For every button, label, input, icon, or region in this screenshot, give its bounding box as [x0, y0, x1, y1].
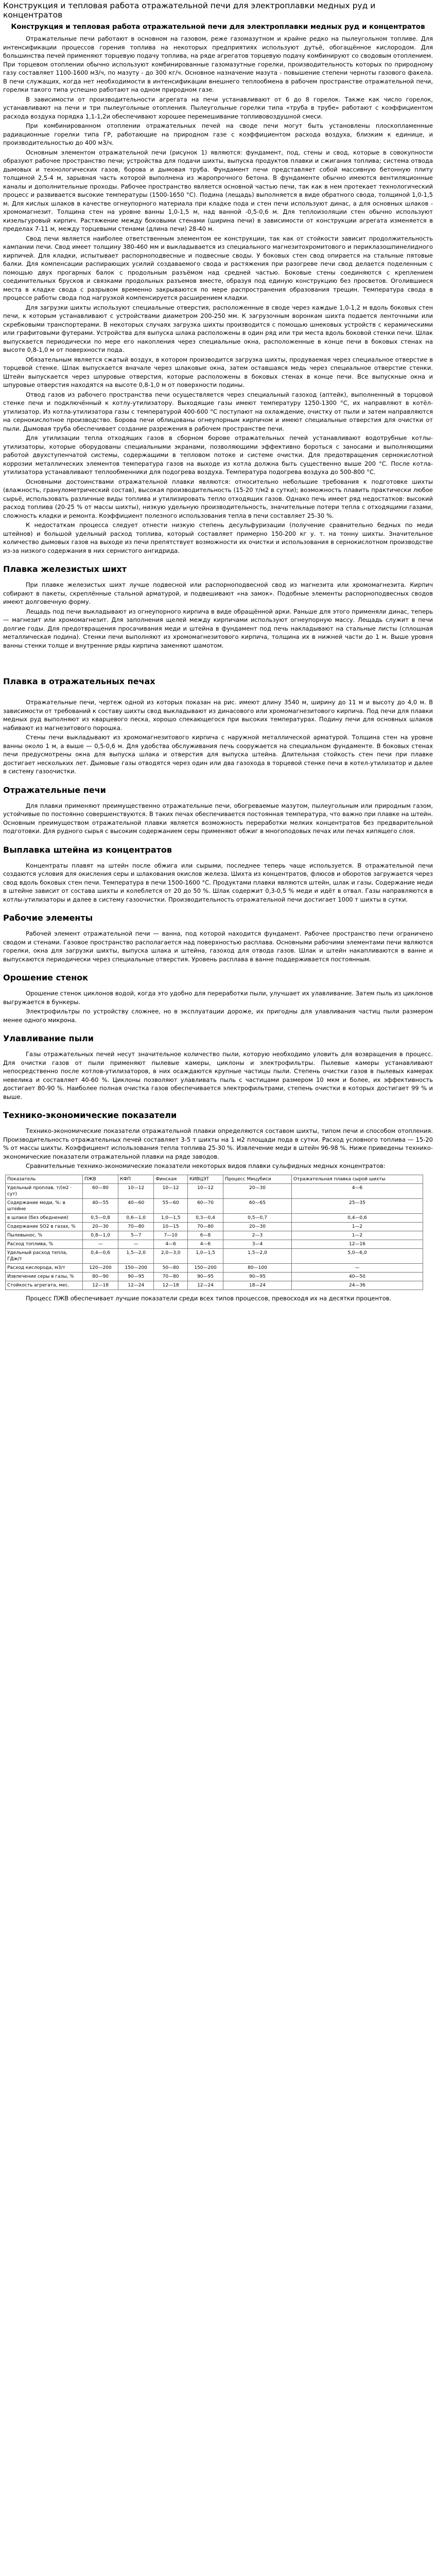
table-cell: 70—80	[187, 1222, 223, 1231]
section-body	[3, 861, 433, 904]
paragraph: Свод печи является наиболее ответственным элементом ее конструкции, так как от стойкости зависит продолжительность кампании печи. Свод имеет толщину 380-460 мм и выкладывается из специального магнезитохромитового и периклазошпинелидного кирпичей. Для кладки, испытывает распорноподвесные и подвесные своды. У боковых стен свод опирается на стальные пятовые балки. Для компенсации распирающих усилий создаваемого свода и растяжения при разогреве печи свод делается поделенным с помощью двух прогарных балок с продольным разъёмом над средней частью. Боковые стены соединяются с креплением соединительных брусков и связками продольных разъемов вместе, образуя под единую конструкцию без просветов. Оголившиеся места в кладке свода с разрывом временно закрываются по мере распространения образования трещин. Температура свода в процессе работы свода под нагрузкой компенсируется расширением кладки.	[3, 234, 433, 301]
table-cell: 90—95	[223, 1272, 292, 1281]
tep-comparison-table	[5, 1175, 423, 1290]
table-cell: 150—200	[187, 1263, 223, 1272]
table-cell: —	[291, 1263, 423, 1272]
table-row-label: в шлаке (без обеднения)	[6, 1213, 83, 1222]
table-cell: 150—200	[118, 1263, 154, 1272]
table-cell: 18—24	[223, 1281, 292, 1290]
table-row-label: Пылевынос, %	[6, 1231, 83, 1240]
section-body	[3, 1050, 433, 1101]
table-cell: 5—7	[118, 1231, 154, 1240]
table-header-cell: Процесс Мицубиси	[223, 1175, 292, 1183]
section-body	[3, 989, 433, 1024]
table-cell: 2—3	[223, 1231, 292, 1240]
paragraph: Концентраты плавят на штейн после обжига или сырыми, последнее теперь чаще используется. В отражательной печи создаются условия для окисления серы и шлакования окислов железа. Шихта из концентратов, флюсов и оборотов загружается через свод вдоль боковых стен печи. Температура в печи 1500-1600 °C. Продуктами плавки являются штейн, шлак и газы. Содержание меди в штейне зависит от состава шихты и колеблется от 20 до 50 %. Шлак содержит 0,3-0,5 % меди и идёт в отвал. Газы направляются в котлы-утилизаторы и далее в систему газоочистки. Производительность отражательной печи достигает 1000 т шихты в сутки.	[3, 861, 433, 903]
paragraph: Отражательные печи, чертеж одной из которых показан на рис. имеют длину 3540 м, ширину до 11 м и высоту до 4,0 м. В зависимости от требований к составу шихты свод выкладывают из динасового или хромомагнезитового кирпича. Под печи для плавки медных руд выполняют из кварцевого песка, хорошо спекающегося при высоких температурах. Подину печи для основных шлаков набивают из магнезитового порошка.	[3, 699, 433, 732]
table-cell: 1,0—1,5	[154, 1213, 188, 1222]
table-row-label: Расход топлива, %	[6, 1240, 83, 1248]
table-cell: 3—4	[223, 1240, 292, 1248]
paragraph: Сравнительные технико-экономические показатели некоторых видов плавки сульфидных медных концентратов:	[26, 1162, 386, 1170]
table-header-row	[6, 1175, 423, 1183]
table-row-label: Удельный расход тепла, ГДж/т	[6, 1248, 83, 1263]
table-cell: 2,0—3,0	[154, 1248, 188, 1263]
paragraph: При комбинированном отоплении отражательных печей на своде печи могут быть установлены плоскопламенные радиационные горелки типа ГР, работающие на природном газе с коэффициентом расхода воздуха, близким к единице, и производительностью до 400 м3/ч.	[3, 122, 433, 146]
table-body	[6, 1183, 423, 1290]
paragraph: При плавке железистых шихт лучше подвесной или распорноподвесной свод из магнезита или хромомагнезита. Кирпич собирают в пакеты, скреплённые стальной арматурой, и подвешивают «на замок». Подобные элементы распорноподвесных сводов имеют долговечную форму.	[3, 581, 433, 605]
table-cell: 1,5—2,0	[223, 1248, 292, 1263]
table-cell: 1,0—1,5	[187, 1248, 223, 1263]
intro-section	[3, 35, 433, 555]
table-cell: 60—70	[187, 1198, 223, 1213]
table-cell: 0,4—0,6	[291, 1213, 423, 1222]
paragraph: К недостаткам процесса следует отнести низкую степень десульфуризации (получение сравнительно бедных по меди штейнов) и большой удельный расход топлива, который составляет примерно 150-200 кг у. т. на тонну шихты. Значительное количество дымовых газов на выходе из печи препятствует возможности их очистки и использования в сернокислотном производстве из-за низкого содержания в них сернистого ангидрида.	[3, 521, 433, 554]
paragraph: Орошение стенок циклонов водой, когда это удобно для переработки пыли, улучшает их улавливание. Затем пыль из циклонов выгружается в бункеры.	[3, 990, 433, 1006]
table-cell: 12—16	[291, 1240, 423, 1248]
table-cell: —	[118, 1240, 154, 1248]
paragraph: Отвод газов из рабочего пространства печи осуществляется через специальный газоход (аптейк), выполненный в торцовой стенке печи и подключённый к котлу-утилизатору. Выходящие газы имеют температуру 1250-1300 °C, их направляют в котёл-утилизатор. Из котла-утилизатора газы с температурой 400-600 °C поступают на охлаждение, очистку от пыли и затем направляются на сернокислотное производство. Борова печи облицованы огнеупорным кирпичом и имеют специальные отверстия для очистки от пыли. Дымовая труба обеспечивает создание разрежения в рабочем пространстве печи.	[3, 391, 433, 432]
table-cell: 20—30	[223, 1222, 292, 1231]
section-heading: Орошение стенок	[3, 973, 89, 982]
section-heading: Рабочие элементы	[3, 913, 93, 923]
table-row	[6, 1272, 423, 1281]
table-cell: 70—80	[154, 1272, 188, 1281]
table-cell: 6—8	[187, 1231, 223, 1240]
table-row-label: Стойкость агрегата, мес.	[6, 1281, 83, 1290]
table-cell: 10—15	[154, 1222, 188, 1231]
table-cell: 50—80	[154, 1263, 188, 1272]
table-cell: 120—200	[83, 1263, 118, 1272]
table-cell: 40—50	[291, 1272, 423, 1281]
table-row	[6, 1263, 423, 1272]
table-cell: 5,0—6,0	[291, 1248, 423, 1263]
paragraph: Обязательным является сжатый воздух, в котором производится загрузка шихты, продуваемая через специальное отверстие в торцевой стенке. Шлак выпускается вначале через шлаковые окна, затем оставшаяся медь через специальное отверстие стенки. Штейн выпускается через шпуровые отверстия, которые расположены в боковых стенах в конце печи. Все выпускные окна и шпуровые отверстия находятся на высоте 0,8-1,0 м от поверхности подины.	[3, 355, 433, 388]
table-cell: 10—12	[187, 1183, 223, 1198]
table-cell: 10—12	[118, 1183, 154, 1198]
table-cell: 80—100	[223, 1263, 292, 1272]
table-header-cell: ПЖВ	[83, 1175, 118, 1183]
table-row	[6, 1222, 423, 1231]
table-header-cell: Отражательная плавка сырой шихты	[291, 1175, 423, 1183]
section-body	[3, 698, 433, 776]
table-row	[6, 1281, 423, 1290]
table-cell: 7—10	[154, 1231, 188, 1240]
table-row-label: Содержание SO2 в газах, %	[6, 1222, 83, 1231]
paragraph: Для плавки применяют преимущественно отражательные печи, обогреваемые мазутом, пылеугольным или природным газом, устойчивые по постоянно совершенствуются. В таких печах обеспечивается постоянная температура, что важно при плавке на штейн. Основным преимуществом отражательной плавки является возможность переработки мелких концентратов без предварительной подготовки. Для рудного сырья с высоким содержанием серы применяют обжиг в многоподовых печах или печах кипящего слоя.	[3, 802, 433, 835]
table-header-cell: Финская	[154, 1175, 188, 1183]
table-row	[6, 1231, 423, 1240]
section-body	[3, 929, 433, 963]
table-cell: 90—95	[118, 1272, 154, 1281]
table-header-cell: КФП	[118, 1175, 154, 1183]
table-cell: 40—60	[118, 1198, 154, 1213]
paragraph: Основными достоинствами отражательной плавки являются: относительно небольшие требования к подготовке шихты (влажность, гранулометрический состав), высокая производительность (15-20 т/м2 в сутки); возможность плавить практически любое сырьё, использовать различные виды топлива и утилизировать тепло отходящих газов. Однако печь имеет ряд недостатков: высокий расход топлива (20-25 % от массы шихты), низкую удельную производительность, значительные потери тепла с отходящими газами, сложность кладки и ремонта. Коэффициент полезного использования тепла в печи составляет 25-30 %.	[3, 478, 433, 519]
page-title: Конструкция и тепловая работа отражательной печи для электроплавки медных руд и концентратов	[3, 1, 376, 20]
table-row	[6, 1213, 423, 1222]
table-cell: 60—80	[83, 1183, 118, 1198]
paragraph: Газы отражательных печей несут значительное количество пыли, которую необходимо уловить для возвращения в процесс. Для очистки газов от пыли применяют пылевые камеры, циклоны и электрофильтры. Пылевые камеры устанавливают непосредственно после котлов-утилизаторов, в них осаждаются крупные частицы пыли. Степень очистки газов в пылевых камерах невелика и составляет 40-60 %. Циклоны позволяют улавливать пыль с частицами размером 10 мкм и более, их эффективность достигает 80-90 %. Наиболее полная очистка газов обеспечивается электрофильтрами, степень очистки в которых достигает 99 % и выше.	[3, 1050, 433, 1100]
table-row	[6, 1240, 423, 1248]
paragraph: Стены печи выкладывают из хромомагнезитового кирпича с наружной металлической арматурой. Толщина стен на уровне ванны около 1 м, а выше — 0,5-0,6 м. Для удобства обслуживания печь сооружается на специальном фундаменте. В боковых стенах печи предусмотрены окна для выпуска шлака и отверстия для выпуска штейна. Длительная стойкость стен печи при плавке достигает нескольких лет. Дымовые газы отводятся через один или два газохода в торцевой стенке печи в котел-утилизатор и далее в систему газоочистки.	[3, 734, 433, 775]
paragraph: Отражательные печи работают в основном на газовом, реже газомазутном и крайне редко на пылеугольном топливе. Для интенсификации процессов горения топлива на некоторых предприятиях используют дутьё, обогащённое кислородом. Для большинства печей применяют торцевую подачу топлива, на ряде агрегатов торцевую подачу комбинируют со сводовым отоплением. При торцевом отоплении обычно используют комбинированные газомазутные горелки, производительность которых по природному газу составляет 1100-1600 м3/ч, по мазуту - до 300 кг/ч. Основное назначение мазута - повышение степени черноты газового факела. В печи служащих, когда нет необходимости в интенсификации внешнего теплообмена в рабочем пространстве отражательной печи, горелки такого типа успешно работают на одном природном газе.	[3, 35, 433, 93]
closing-paragraph: Процесс ПЖВ обеспечивает лучшие показатели среди всех типов процессов, превосходя их на десятки процентов.	[26, 1294, 392, 1302]
paragraph: Основным элементом отражательной печи (рисунок 1) являются: фундамент, под, стены и свод, которые в совокупности образуют рабочее пространство печи; устройства для подачи шихты, выпуска продуктов плавки и сжигания топлива; система отвода дымовых и технологических газов, борова и дымовая труба. Фундамент печи представляет собой массивную бетонную плиту толщиной 2,5-4 м, зарывная часть которой выполнена из жаропрочного бетона. В фундаменте обычно имеются вентиляционные каналы и дополнительные проходы. Рабочее пространство является основной частью печи, так как в нем протекает технологический процесс и развивается высокие температуры (1500-1650 °C). Подина (лещадь) выполняется в виде обратного свода, толщиной 1,0-1,5 м. Для кислых шлаков в качестве огнеупорного материала при кладке пода и стен печи используют динас, а для основных шлаков - хромомагнезит. Толщина стен на уровне ванны 1,0-1,5 м, над ванной -0,5-0,6 м. Для теплоизоляции стен обычно используют кизельгуровый кирпич. Растяжение между боковыми стенами (ширина печи) в зависимости от конструкции агрегата изменяется в пределах 7-11 м, между торцевыми стенами (длина печи) 28-40 м.	[3, 148, 433, 232]
section-heading: Улавливание пыли	[3, 1033, 94, 1043]
table-cell: 10—12	[154, 1183, 188, 1198]
paragraph: Для утилизации тепла отходящих газов в сборном борове отражательных печей устанавливают водотрубные котлы-утилизаторы, которые оборудованы специальными экранами, позволяющими эффективно бороться с заносами и выполняющими работой двухступенчатой системы, содержащими в тепловом потоке и системе очистки. Для предотвращения сернокислотной коррозии металлических элементов температура газов на выходе из котла должна быть существенно выше 200 °C. После котла-утилизатора устанавливают теплообменники для подогрева воздуха. Температура подогрева воздуха до 500-800 °C.	[3, 434, 433, 476]
table-row-label: Содержание меди, %: в штейне	[6, 1198, 83, 1213]
table-header-cell: КИВЦЭТ	[187, 1175, 223, 1183]
table-cell: 4—6	[154, 1240, 188, 1248]
section-heading: Плавка железистых шихт	[3, 564, 127, 574]
paragraph: Для загрузки шихты используют специальные отверстия, расположенные в своде через каждые 1,0-1,2 м вдоль боковых стен печи, к которым устанавливают с устройствами диаметром 200-250 мм. К загрузочным воронкам шихта подается ленточными или скребковыми транспортерами. В некоторых случаях загрузка шихты производится с помощью шнековых устройств с керамическими или графитовыми футерами. Устройства для выпуска шлака расположены в один ряд или три места вдоль боковой стенки печи. Шлак выпускается периодически по мере его накопления через специальные окна, расположенные в конце печи в боковых стенах на высоте 0,8-1,0 м от поверхности пода.	[3, 303, 433, 353]
table-cell: 24—36	[291, 1281, 423, 1290]
document-page	[3, 1, 433, 1302]
table-row-label: Удельный проплав, т/(м2 · сут)	[6, 1183, 83, 1198]
table-cell: 1—2	[291, 1231, 423, 1240]
table-cell: 0,5—0,7	[223, 1213, 292, 1222]
table-row	[6, 1183, 423, 1198]
table-cell: 12—18	[83, 1281, 118, 1290]
table-cell: 4—6	[187, 1240, 223, 1248]
table-row-label: Расход кислорода, м3/т	[6, 1263, 83, 1272]
paragraph: Электрофильтры по устройству сложнее, но в эксплуатации дороже, их пригодны для улавливания частиц пыли размером менее одного микрона.	[3, 1008, 433, 1024]
table-cell: 12—24	[187, 1281, 223, 1290]
table-header-cell: Показатель	[6, 1175, 83, 1183]
table-cell: —	[83, 1240, 118, 1248]
table-cell: 12—18	[154, 1281, 188, 1290]
main-heading: Конструкция и тепловая работа отражательной печи для электроплавки медных руд и концентратов	[11, 23, 425, 31]
paragraph: Рабочей элемент отражательной печи — ванна, под которой находится фундамент. Рабочее пространство печи ограничено сводом и стенами. Газовое пространство располагается над поверхностью расплава. Основными рабочими элементами печи являются горелки, окна для загрузки шихты, выпуска шлака и штейна, газоход для отвода газов. Шлак и штейн накапливаются в ванне и выпускаются периодически через специальные отверстия. Уровень расплава в ванне поддерживается постоянным.	[3, 930, 433, 963]
table-row-label: Извлечение серы в газы, %	[6, 1272, 83, 1281]
table-cell: 1,5—2,0	[118, 1248, 154, 1263]
table-cell: 0,3—0,4	[187, 1213, 223, 1222]
section-body	[3, 581, 433, 650]
section-body	[3, 1127, 433, 1171]
table-cell: 90—95	[187, 1272, 223, 1281]
table-cell: 20—30	[223, 1183, 292, 1198]
paragraph: Технико-экономические показатели отражательной плавки определяются составом шихты, типом печи и способом отопления. Производительность отражательных печей составляет 3-5 т шихты на 1 м2 площади пода в сутки. Расход условного топлива — 15-20 % от массы шихты. Коэффициент использования тепла топлива 25-30 %. Извлечение меди в штейн 96-98 %. Ниже приведены технико-экономические показатели отражательной плавки на ряде заводов.	[3, 1127, 433, 1160]
table-cell: 1—2	[291, 1222, 423, 1231]
table-cell: 0,6—1,0	[118, 1213, 154, 1222]
table-cell: 0,5—0,8	[83, 1213, 118, 1222]
table-cell: 40—55	[83, 1198, 118, 1213]
table-cell: 20—30	[83, 1222, 118, 1231]
table-row	[6, 1248, 423, 1263]
table-cell: 0,4—0,6	[83, 1248, 118, 1263]
table-cell: 12—24	[118, 1281, 154, 1290]
section-body	[3, 802, 433, 836]
table-cell: 4—6	[291, 1183, 423, 1198]
table-cell: 55—60	[154, 1198, 188, 1213]
table-cell: 25—35	[291, 1198, 423, 1213]
table-cell: 80—90	[83, 1272, 118, 1281]
table-row	[6, 1198, 423, 1213]
section-heading: Технико-экономические показатели	[3, 1110, 177, 1120]
paragraph: В зависимости от производительности агрегата на печи устанавливают от 6 до 8 горелок. Также как число горелок, устанавливают на печи и три пылеугольные отопления. Пылеугольные горелки типа «труба в трубе» работают с коэффициентом расхода воздуха порядка 1,1-1,2и обеспечивают хорошее перемешивание топливовоздушной смеси.	[3, 95, 433, 120]
section-heading: Плавка в отражательных печах	[3, 676, 155, 686]
table-cell: 70—80	[118, 1222, 154, 1231]
table-cell: 60—65	[223, 1198, 292, 1213]
section-heading: Отражательные печи	[3, 785, 106, 795]
paragraph: Лещадь под печи выкладывают из огнеупорного кирпича в виде обращённой арки. Раньше для этого применяли динас, теперь — магнезит или хромомагнезит. Для заполнения щелей между кирпичами используют огнеупорную массу. Лещадь служит в печи долгие годы. Для предотвращения просачивания меди и штейна в фундамент под печь накладывают на стальные листы (сплошная металлическая подина). Стенки печи выполняют из хромомагнезитового кирпича, толщина их в нижней части до 1 м. Выше уровня ванны стенки толще и внутренние ряды кирпича заменяют шамотом.	[3, 607, 433, 649]
table-cell: 0,8—1,0	[83, 1231, 118, 1240]
section-heading: Выплавка штейна из концентратов	[3, 844, 172, 855]
